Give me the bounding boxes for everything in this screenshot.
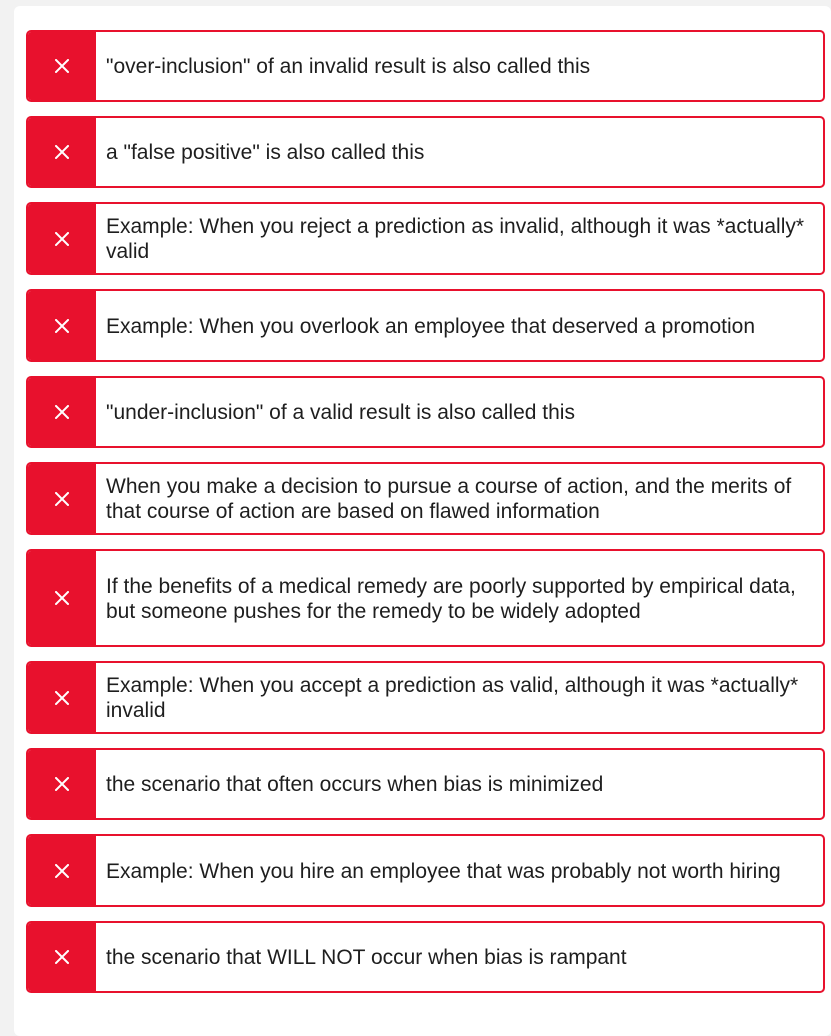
incorrect-marker [28, 750, 96, 818]
x-icon [55, 319, 69, 333]
answer-item[interactable] [26, 116, 825, 188]
answer-item[interactable] [26, 549, 825, 647]
incorrect-marker [28, 32, 96, 100]
x-icon [55, 145, 69, 159]
incorrect-marker [28, 378, 96, 446]
incorrect-marker [28, 923, 96, 991]
incorrect-marker [28, 663, 96, 732]
answer-text: When you make a decision to pursue a course of action, and the merits of that course of action are based on flawed information [106, 475, 792, 523]
answer-text: Example: When you accept a prediction as valid, although it was *actually* invalid [106, 674, 799, 722]
answer-text: the scenario that WILL NOT occur when bias is rampant [106, 946, 627, 969]
answer-text: the scenario that often occurs when bias is minimized [106, 773, 604, 796]
x-icon [55, 59, 69, 73]
answer-item[interactable] [26, 376, 825, 448]
incorrect-marker [28, 836, 96, 905]
x-icon [55, 232, 69, 246]
answer-item[interactable] [26, 202, 825, 275]
incorrect-marker [28, 464, 96, 533]
incorrect-marker [28, 551, 96, 645]
answer-item[interactable] [26, 748, 825, 820]
answer-text: Example: When you reject a prediction as invalid, although it was *actually* valid [106, 215, 805, 263]
answer-item[interactable] [26, 834, 825, 907]
x-icon [55, 591, 69, 605]
answer-text: "over-inclusion" of an invalid result is also called this [106, 55, 591, 78]
x-icon [55, 492, 69, 506]
answer-text: If the benefits of a medical remedy are poorly supported by empirical data, but someone pushes for the remedy to be widely adopted [106, 574, 796, 623]
answer-item[interactable] [26, 921, 825, 993]
answer-text: "under-inclusion" of a valid result is also called this [106, 401, 575, 424]
x-icon [55, 950, 69, 964]
x-icon [55, 405, 69, 419]
incorrect-marker [28, 204, 96, 273]
answer-item[interactable] [26, 30, 825, 102]
answer-item[interactable] [26, 462, 825, 535]
incorrect-marker [28, 291, 96, 360]
answer-text: a "false positive" is also called this [106, 141, 425, 164]
answer-item[interactable] [26, 289, 825, 362]
x-icon [55, 691, 69, 705]
x-icon [55, 864, 69, 878]
incorrect-marker [28, 118, 96, 186]
answer-text: Example: When you overlook an employee that deserved a promotion [106, 314, 756, 338]
answer-item[interactable] [26, 661, 825, 734]
answer-list [26, 30, 825, 1007]
answer-text: Example: When you hire an employee that was probably not worth hiring [106, 859, 781, 883]
x-icon [55, 777, 69, 791]
